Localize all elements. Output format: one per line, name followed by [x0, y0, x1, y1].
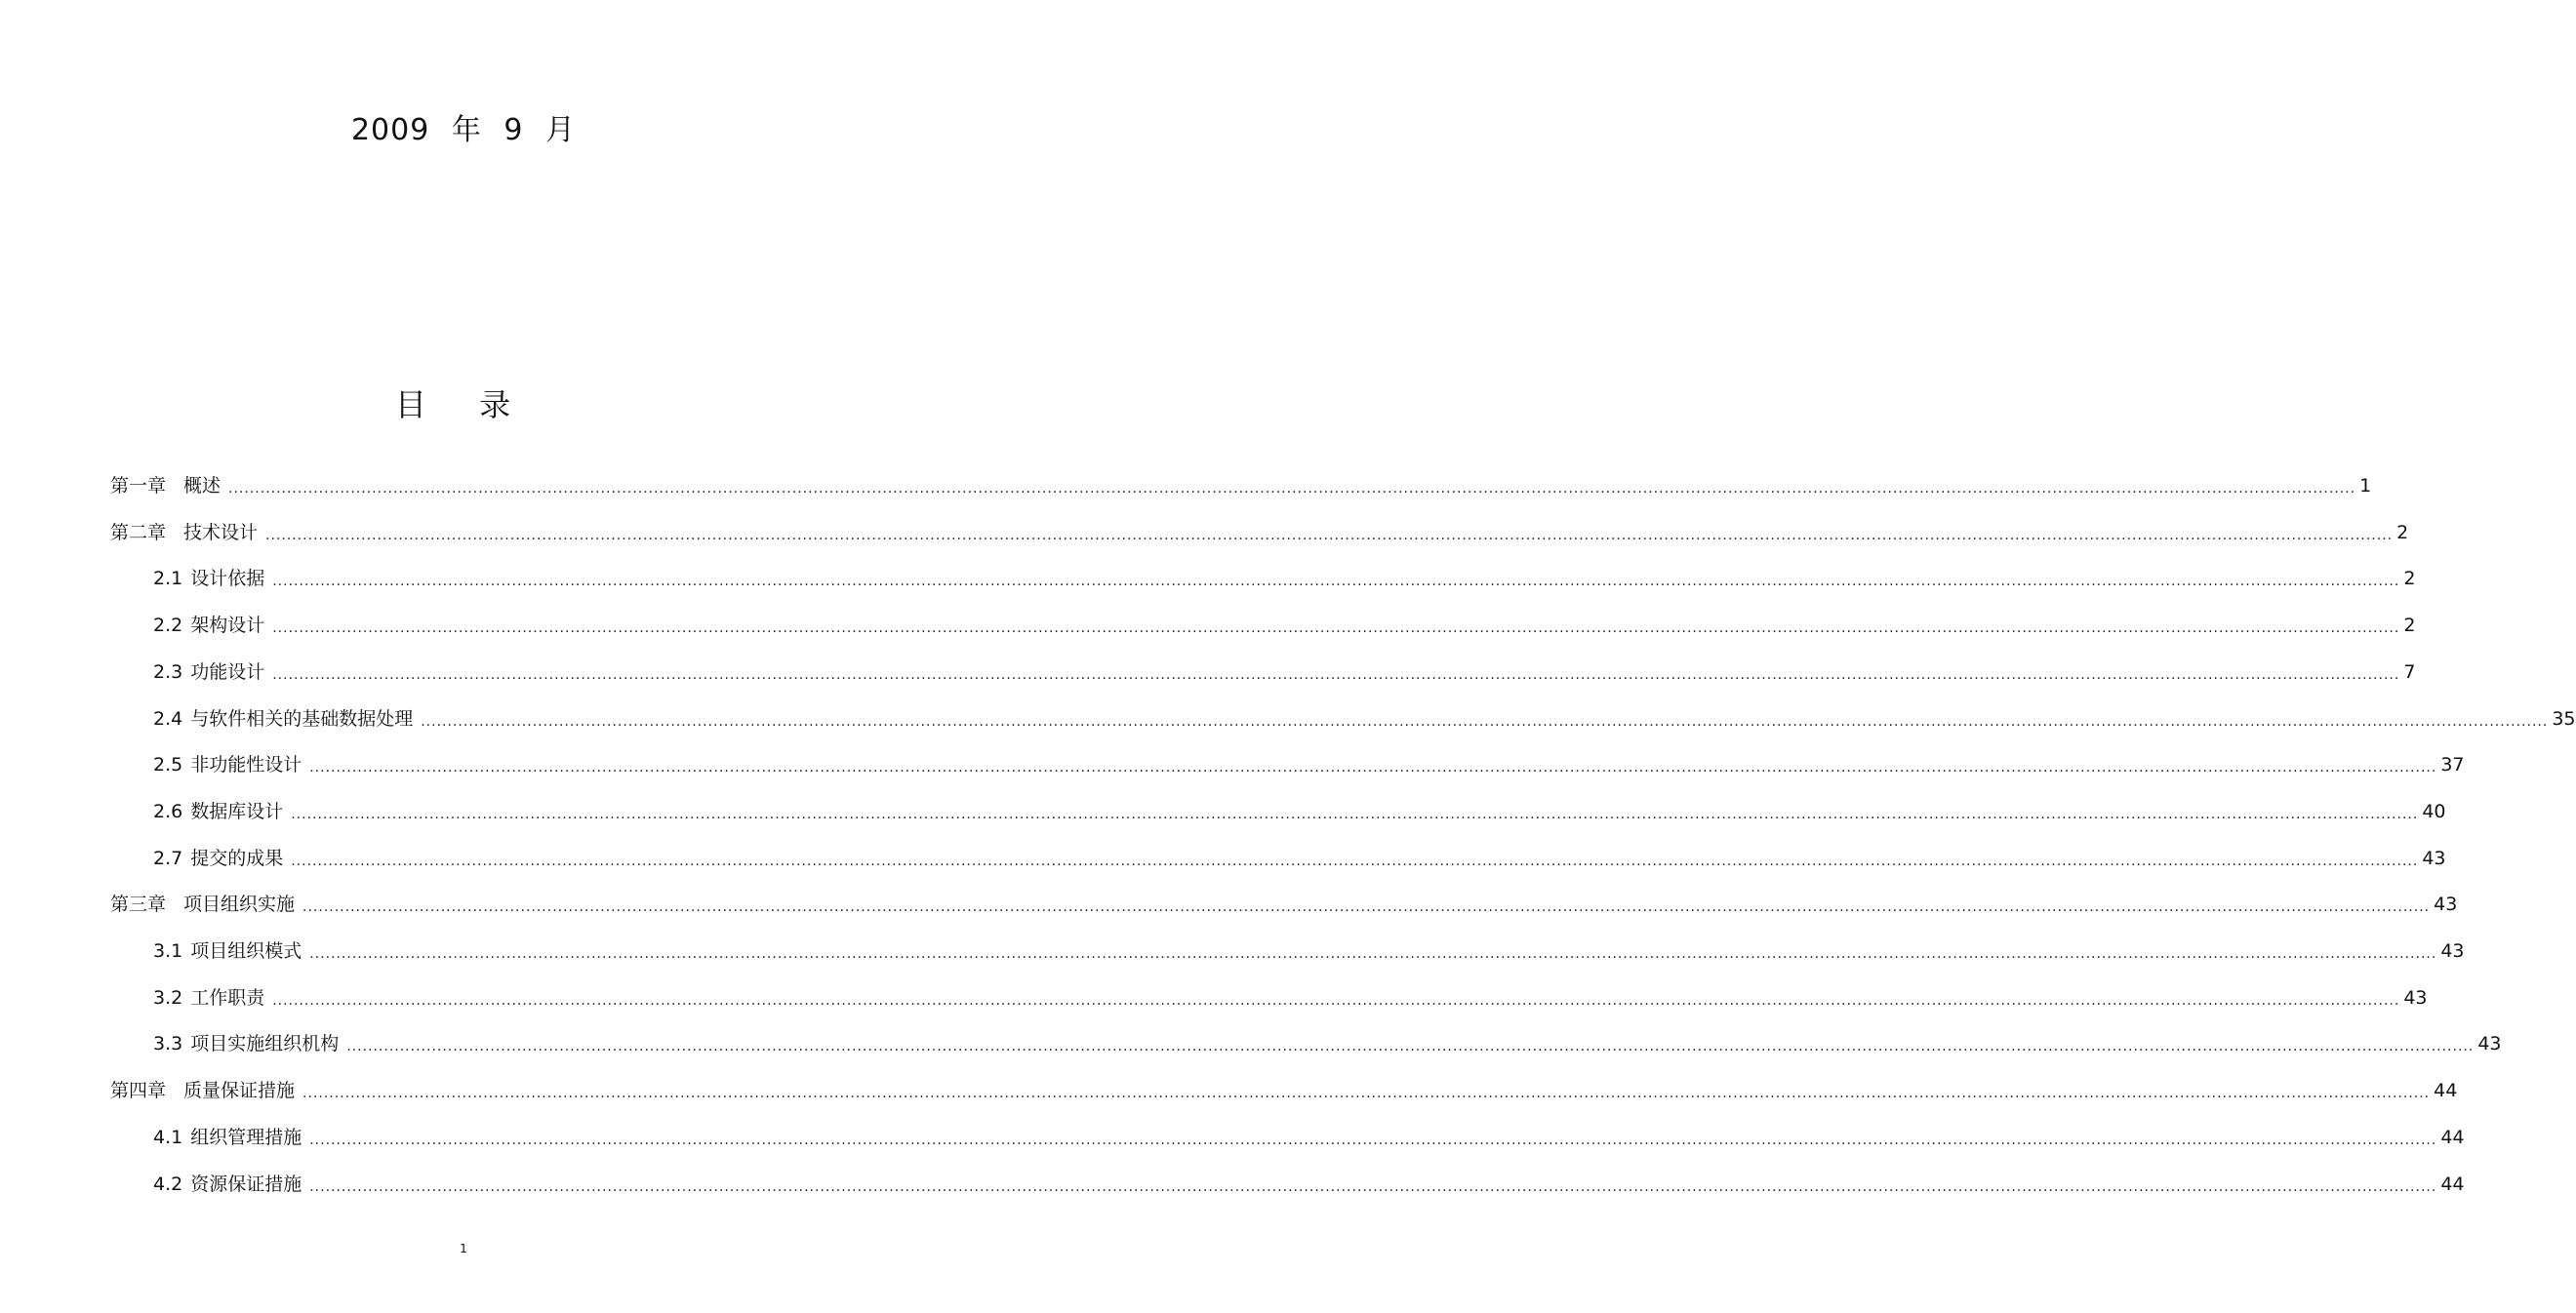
toc-leader-dots: ................................................................................................................................................................................................................................................................................................................................................................................................................: [272, 993, 2400, 1009]
toc-entry[interactable]: [153, 745, 2465, 784]
toc-leader-dots: ................................................................................................................................................................................................................................................................................................................................................................................................................: [309, 1179, 2437, 1195]
toc-entry[interactable]: [153, 699, 2576, 738]
toc-entry-title: 设计依据: [190, 568, 265, 589]
toc-entry-number: 2.7: [153, 848, 183, 869]
toc-entry-number: 2.5: [153, 754, 183, 776]
toc-entry-page: 44: [2440, 1174, 2465, 1195]
toc-leader-dots: ................................................................................................................................................................................................................................................................................................................................................................................................................: [272, 620, 2400, 636]
toc-entry[interactable]: [153, 978, 2428, 1017]
toc-entry-page: 35: [2552, 708, 2576, 730]
toc-entry-page: 2: [2396, 522, 2409, 543]
toc-entry-title: 与软件相关的基础数据处理: [190, 708, 414, 730]
toc-entry[interactable]: [153, 1024, 2502, 1063]
toc-entry[interactable]: [153, 932, 2465, 971]
toc-leader-dots: ................................................................................................................................................................................................................................................................................................................................................................................................................: [309, 760, 2437, 776]
toc-entry-number: 第四章: [110, 1080, 167, 1101]
toc-entry[interactable]: [110, 466, 2372, 505]
toc-leader-dots: ................................................................................................................................................................................................................................................................................................................................................................................................................: [228, 481, 2356, 497]
toc-entry-title: 功能设计: [190, 661, 265, 683]
toc-entry-page: 7: [2403, 661, 2416, 683]
toc-entry-page: 43: [2477, 1033, 2502, 1054]
toc-entry[interactable]: [153, 559, 2416, 598]
toc-leader-dots: ................................................................................................................................................................................................................................................................................................................................................................................................................: [309, 946, 2437, 962]
toc-leader-dots: ................................................................................................................................................................................................................................................................................................................................................................................................................: [272, 667, 2400, 683]
toc-leader-dots: ................................................................................................................................................................................................................................................................................................................................................................................................................: [421, 714, 2549, 730]
toc-entry-page: 44: [2440, 1127, 2465, 1148]
toc-entry-number: 3.1: [153, 940, 183, 962]
toc-entry-title: 非功能性设计: [190, 754, 302, 776]
cover-month: 9: [503, 113, 524, 147]
toc-entry-number: 4.2: [153, 1174, 183, 1195]
toc-entry[interactable]: [110, 885, 2458, 924]
cover-month-char: 月: [545, 113, 577, 147]
page-number: 1: [460, 1242, 467, 1255]
cover-year: 2009: [350, 113, 430, 147]
toc-entry-title: 工作职责: [190, 987, 265, 1009]
toc-entry-title: 架构设计: [190, 615, 265, 636]
toc-entry-number: 2.6: [153, 801, 183, 822]
toc-entry-title: 技术设计: [183, 522, 259, 543]
toc-leader-dots: ................................................................................................................................................................................................................................................................................................................................................................................................................: [265, 528, 2394, 543]
toc-entry[interactable]: [153, 1165, 2465, 1204]
toc-entry-page: 43: [2422, 848, 2446, 869]
toc-entry-number: 第三章: [110, 894, 167, 915]
toc-entry-title: 提交的成果: [190, 848, 284, 869]
toc-entry-title: 质量保证措施: [183, 1080, 296, 1101]
toc-entry[interactable]: [153, 792, 2446, 831]
toc-leader-dots: ................................................................................................................................................................................................................................................................................................................................................................................................................: [309, 1133, 2437, 1148]
toc-entry[interactable]: [153, 1118, 2465, 1157]
toc-entry-page: 44: [2434, 1080, 2458, 1101]
toc-leader-dots: ................................................................................................................................................................................................................................................................................................................................................................................................................: [291, 854, 2419, 869]
toc-leader-dots: ................................................................................................................................................................................................................................................................................................................................................................................................................: [291, 807, 2419, 822]
toc-entry-page: 37: [2440, 754, 2465, 776]
toc-entry-number: 3.3: [153, 1033, 183, 1054]
toc-entry-page: 43: [2440, 940, 2465, 962]
toc-entry[interactable]: [153, 653, 2416, 692]
toc-entry-number: 2.2: [153, 615, 183, 636]
toc-entry[interactable]: [110, 1071, 2458, 1110]
cover-year-char: 年: [451, 113, 482, 147]
toc-leader-dots: ................................................................................................................................................................................................................................................................................................................................................................................................................: [302, 899, 2431, 915]
toc-leader-dots: ................................................................................................................................................................................................................................................................................................................................................................................................................: [302, 1086, 2431, 1101]
toc-entry-page: 43: [2403, 987, 2428, 1009]
toc-entry-number: 第二章: [110, 522, 167, 543]
toc-entry-title: 概述: [183, 475, 221, 497]
toc-entry-page: 2: [2403, 615, 2416, 636]
toc-entry[interactable]: [153, 839, 2446, 878]
toc-leader-dots: ................................................................................................................................................................................................................................................................................................................................................................................................................: [272, 574, 2400, 589]
cover-date: [0, 105, 927, 148]
toc-leader-dots: ................................................................................................................................................................................................................................................................................................................................................................................................................: [346, 1039, 2475, 1054]
toc-entry-title: 组织管理措施: [190, 1127, 302, 1148]
toc-entry-title: 项目实施组织机构: [190, 1033, 340, 1054]
toc-entry-page: 40: [2422, 801, 2446, 822]
toc-entry-title: 数据库设计: [190, 801, 284, 822]
toc-entry-title: 项目组织实施: [183, 894, 296, 915]
toc-entry-number: 2.1: [153, 568, 183, 589]
toc-entry[interactable]: [153, 606, 2416, 645]
toc-title: 目 录: [394, 386, 533, 423]
toc-entry-page: 2: [2403, 568, 2416, 589]
toc-entry-title: 资源保证措施: [190, 1174, 302, 1195]
toc-entry-number: 4.1: [153, 1127, 183, 1148]
toc-entry[interactable]: [110, 513, 2409, 552]
toc-entry-title: 项目组织模式: [190, 940, 302, 962]
toc-entry-page: 1: [2359, 475, 2372, 497]
toc-entry-number: 2.4: [153, 708, 183, 730]
toc-entry-number: 第一章: [110, 475, 167, 497]
toc-entry-number: 2.3: [153, 661, 183, 683]
toc-entry-number: 3.2: [153, 987, 183, 1009]
toc-entry-page: 43: [2434, 894, 2458, 915]
